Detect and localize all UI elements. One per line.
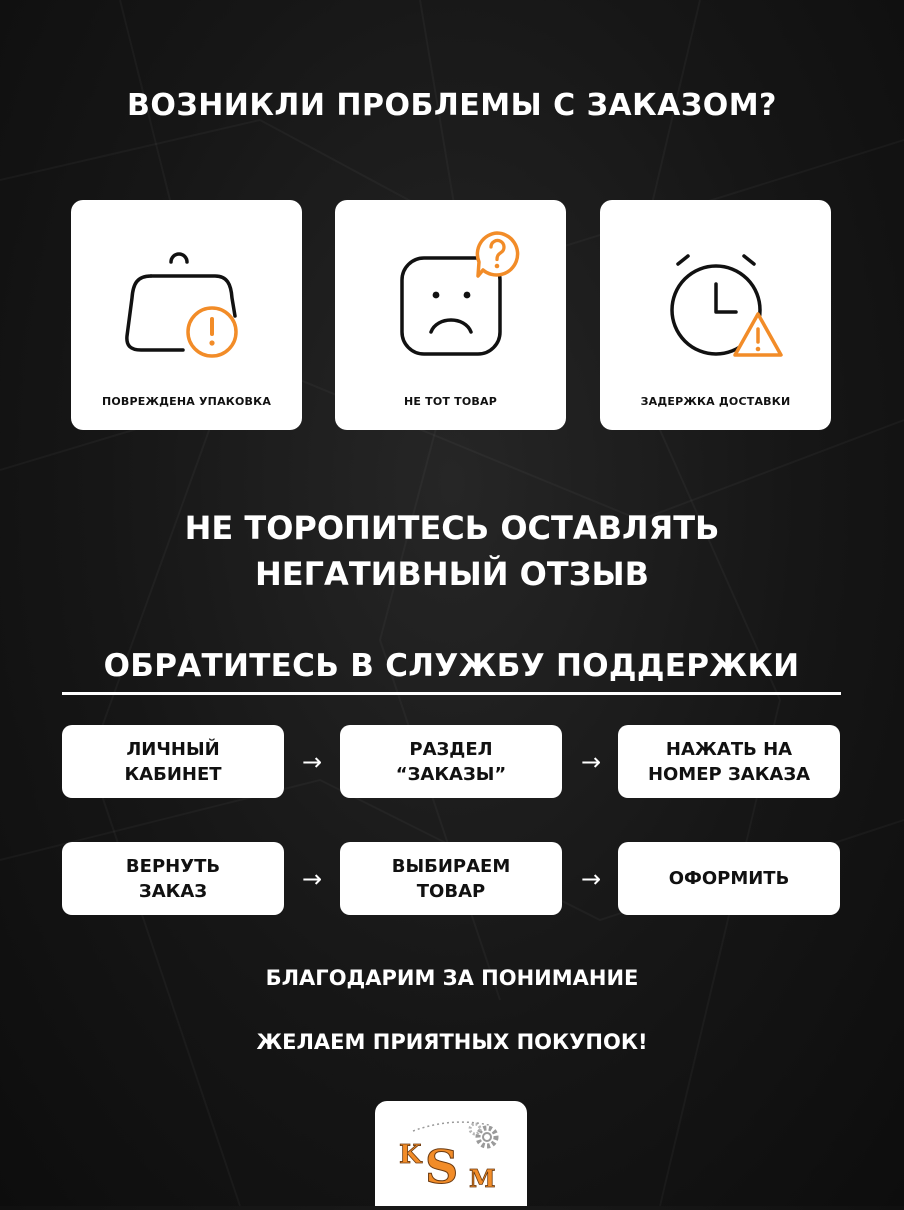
sad-face-question-icon: [375, 228, 525, 368]
page-title: ВОЗНИКЛИ ПРОБЛЕМЫ С ЗАКАЗОМ?: [127, 88, 777, 123]
step-return-order: [62, 842, 284, 915]
step-select-item: [340, 842, 562, 915]
step-click-order-number: [618, 725, 840, 798]
step-personal-account: [62, 725, 284, 798]
svg-text:S: S: [425, 1140, 459, 1194]
arrow-right-icon: →: [301, 748, 323, 776]
problem-label: ЗАДЕРЖКА ДОСТАВКИ: [640, 395, 791, 408]
headline-line-2: НЕГАТИВНЫЙ ОТЗЫВ: [255, 555, 649, 593]
ksm-logo-icon: [375, 1101, 527, 1206]
svg-text:M: M: [469, 1164, 496, 1193]
step-label: НАЖАТЬ НА НОМЕР ЗАКАЗА: [647, 738, 811, 785]
problem-label: НЕ ТОТ ТОВАР: [404, 395, 497, 408]
headline: [0, 505, 904, 597]
alarm-clock-warning-icon: [640, 228, 790, 368]
step-label: ВЫБИРАЕМ ТОВАР: [391, 855, 511, 902]
thanks-text: БЛАГОДАРИМ ЗА ПОНИМАНИЕ: [265, 966, 639, 990]
step-label: РАЗДЕЛ “ЗАКАЗЫ”: [395, 738, 507, 785]
brand-logo: [375, 1101, 527, 1206]
headline-line-1: НЕ ТОРОПИТЕСЬ ОСТАВЛЯТЬ: [184, 509, 720, 547]
problem-card-delivery-delay: [600, 200, 831, 430]
step-label: ВЕРНУТЬ ЗАКАЗ: [125, 855, 221, 902]
step-submit: [618, 842, 840, 915]
step-label: ОФОРМИТЬ: [668, 868, 790, 889]
logo-text: K: [399, 1140, 422, 1170]
arrow-right-icon: →: [580, 865, 602, 893]
arrow-right-icon: →: [580, 748, 602, 776]
problem-card-wrong-item: [335, 200, 566, 430]
wish-text: ЖЕЛАЕМ ПРИЯТНЫХ ПОКУПОК!: [256, 1030, 648, 1054]
arrow-right-icon: →: [301, 865, 323, 893]
problem-cards: [71, 200, 831, 430]
problem-label: ПОВРЕЖДЕНА УПАКОВКА: [101, 395, 272, 408]
problem-card-damaged-package: [71, 200, 302, 430]
step-label: ЛИЧНЫЙ КАБИНЕТ: [124, 738, 222, 785]
support-title: ОБРАТИТЕСЬ В СЛУЖБУ ПОДДЕРЖКИ: [62, 648, 841, 695]
shopping-bag-warning-icon: [111, 228, 261, 368]
step-orders-section: [340, 725, 562, 798]
